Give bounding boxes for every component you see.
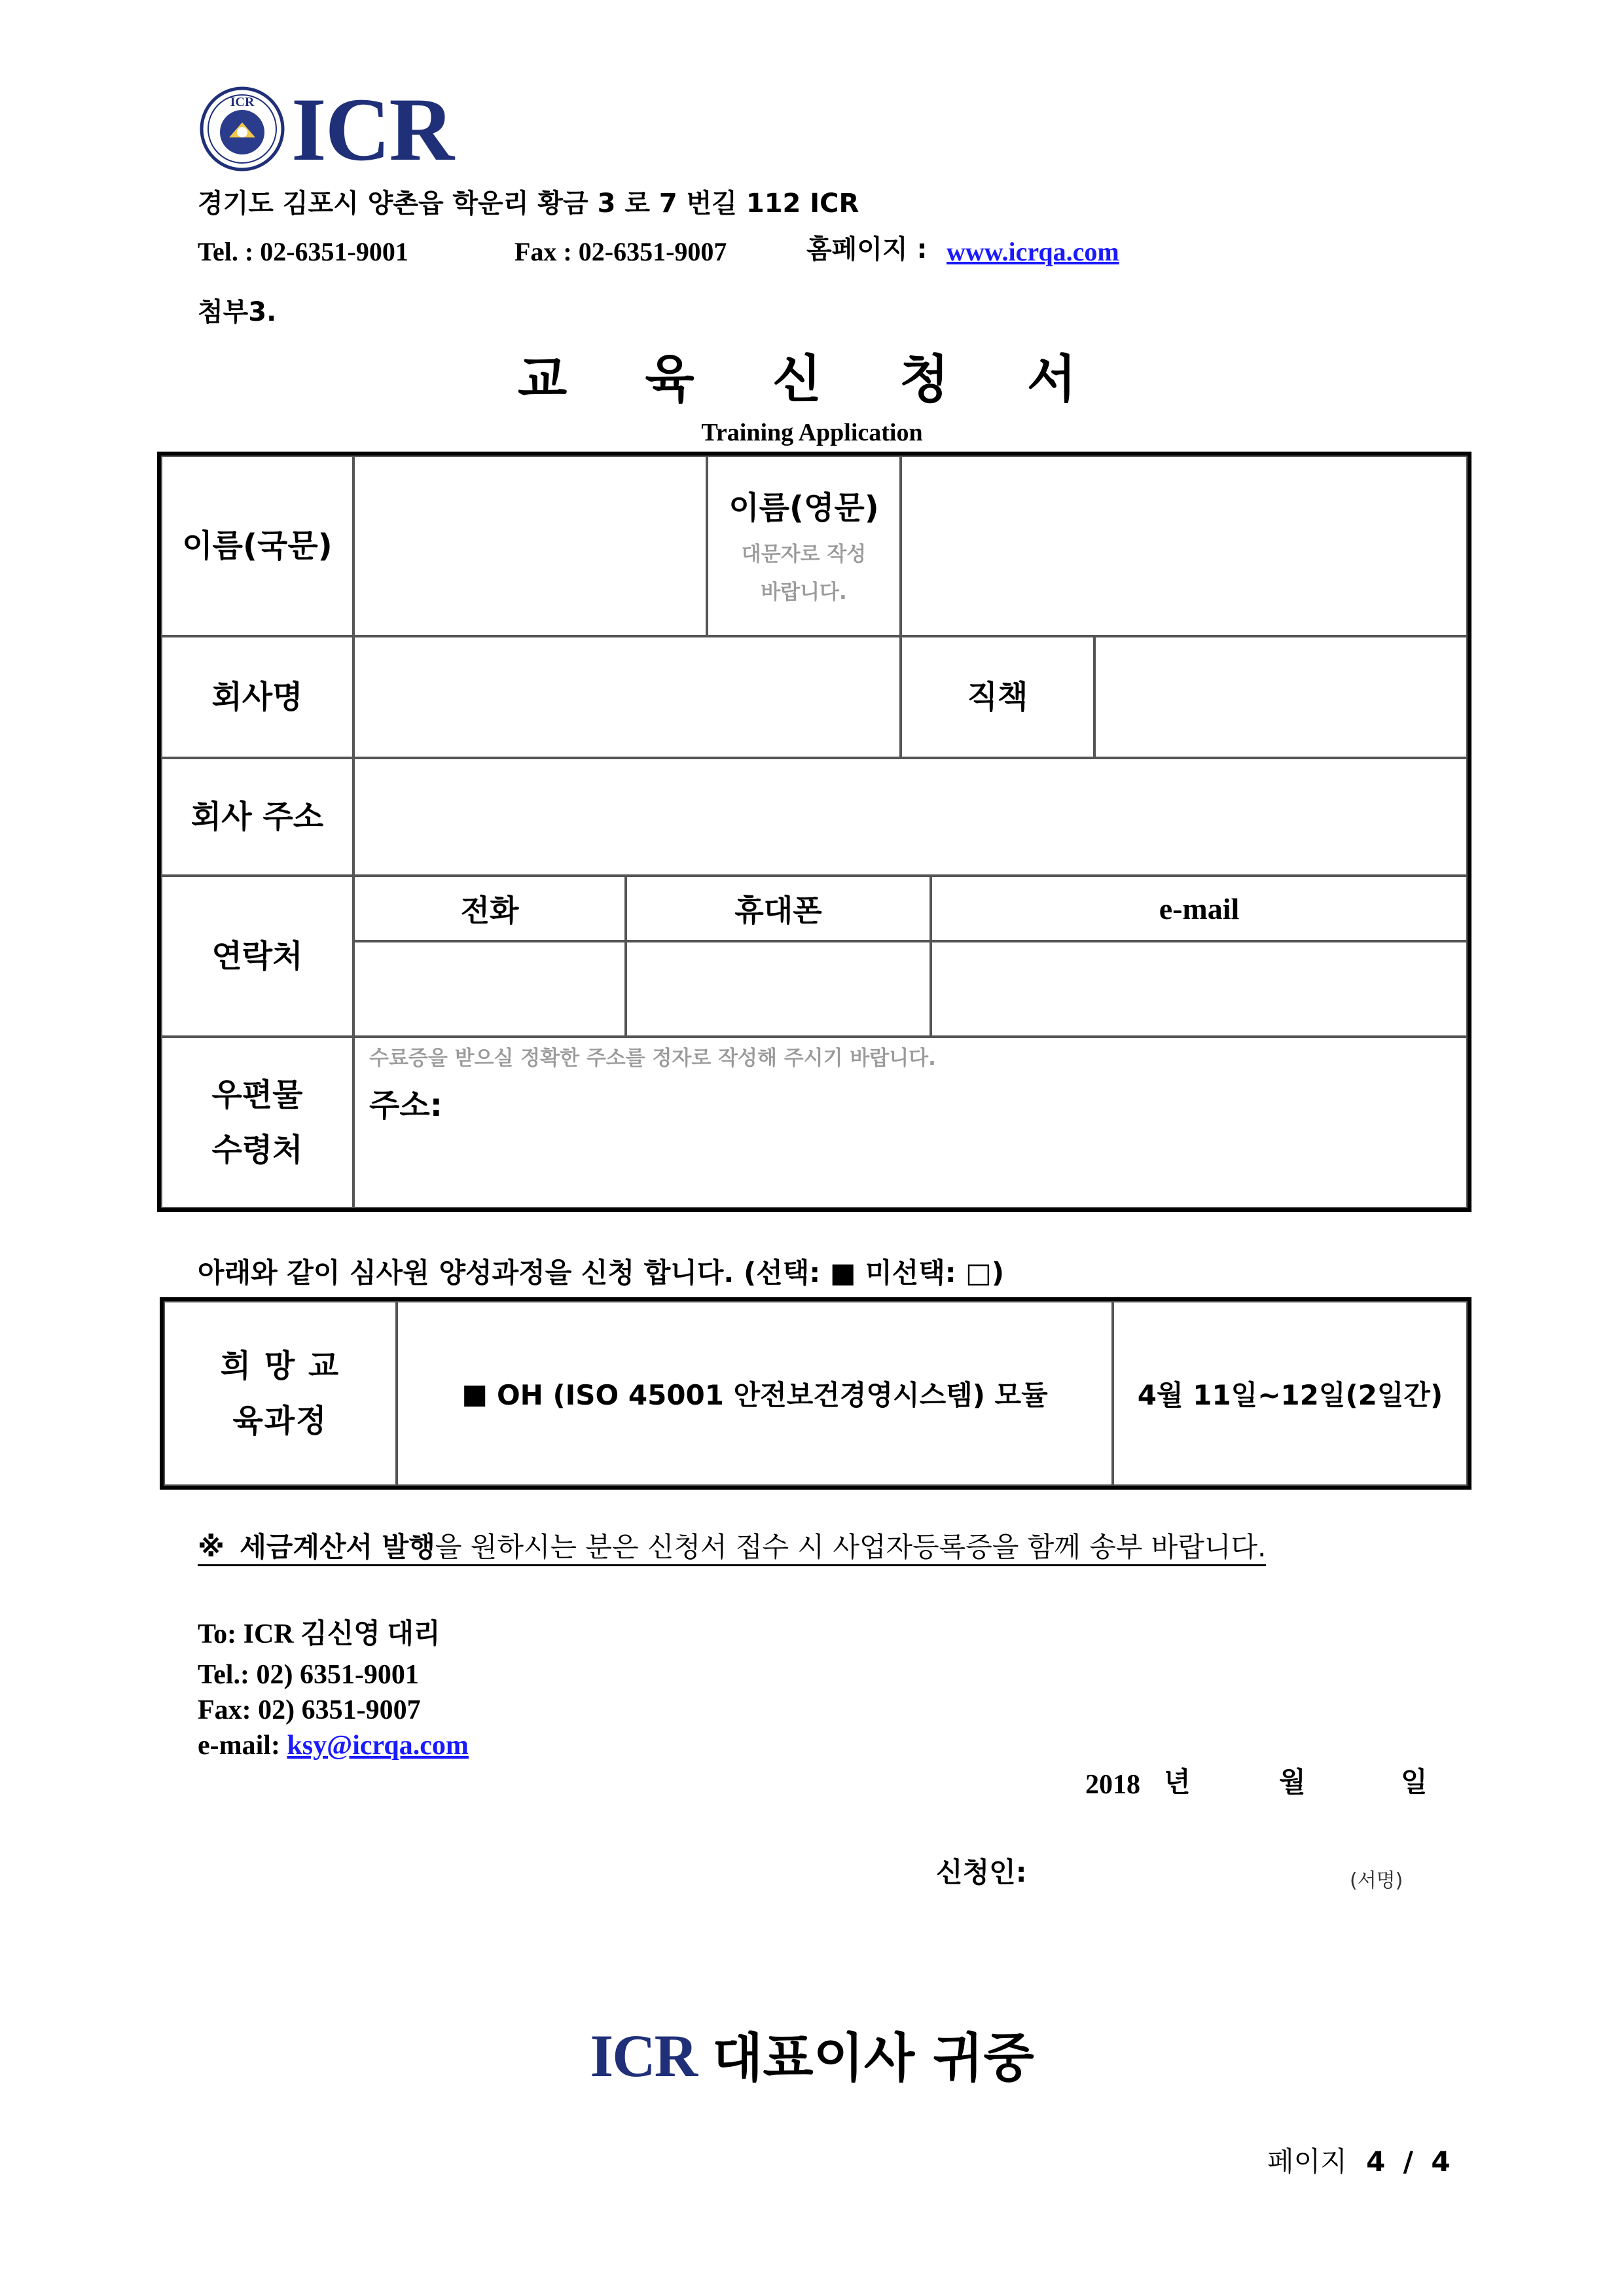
name-en-label: 이름(영문): [729, 490, 879, 526]
email-field[interactable]: [931, 941, 1468, 1037]
seal-text: ICR: [230, 95, 255, 109]
position-label: 직책: [901, 636, 1094, 758]
company-address-field[interactable]: [353, 758, 1468, 876]
desired-course-label: [164, 1301, 397, 1486]
date-year: 2018: [1085, 1770, 1140, 1800]
mail-recipient-label: [161, 1037, 353, 1208]
course-checkbox[interactable]: ■: [461, 1377, 488, 1410]
mail-recipient-text: 우편물 수령처: [211, 1077, 303, 1168]
to-email-line: [198, 1728, 469, 1763]
course-name: OH (ISO 45001 안전보건경영시스템) 모듈: [496, 1379, 1048, 1411]
name-kr-field[interactable]: [353, 456, 707, 636]
homepage-label: 홈페이지 :: [806, 234, 928, 264]
to-recipient: To: ICR 김신영 대리: [198, 1619, 441, 1649]
to-email-link[interactable]: ksy@icrqa.com: [287, 1731, 469, 1761]
name-en-field[interactable]: [901, 456, 1468, 636]
name-en-hint: 대문자로 작성 바랍니다.: [741, 543, 867, 604]
page-label: 페이지: [1267, 2145, 1347, 2178]
attachment-label: 첨부3.: [198, 297, 277, 327]
contact-label: 연락처: [161, 876, 353, 1037]
tax-note-bold: 세금계산서 발행: [240, 1531, 435, 1563]
addressee-line: [0, 2016, 1624, 2091]
company-address-label: 회사 주소: [161, 758, 353, 876]
company-field[interactable]: [353, 636, 901, 758]
to-email-label: e-mail:: [198, 1731, 280, 1761]
course-table-grid: [164, 1301, 1468, 1486]
page-total: 4: [1431, 2145, 1451, 2178]
company-label: 회사명: [161, 636, 353, 758]
email-label: e-mail: [931, 876, 1468, 941]
date-day-unit: 일: [1401, 1766, 1428, 1798]
applicant-label: 신청인:: [936, 1856, 1027, 1888]
mail-address-field[interactable]: [353, 1037, 1468, 1208]
header-tel: Tel. : 02-6351-9001: [198, 237, 408, 266]
date-year-unit: 년: [1164, 1766, 1191, 1798]
footer-text: 대표이사 귀중: [712, 2028, 1034, 2089]
mail-address-label: 주소:: [369, 1087, 442, 1124]
course-date: 4월 11일~12일(2일간): [1113, 1301, 1468, 1486]
homepage-link[interactable]: www.icrqa.com: [947, 237, 1119, 266]
footer-logo: ICR: [590, 2022, 697, 2089]
company-address: 경기도 김포시 양촌읍 학운리 황금 3 로 7 번길 112 ICR: [198, 188, 859, 219]
mail-hint: 수료증을 받으실 정확한 주소를 정자로 작성해 주시기 바랍니다.: [369, 1047, 936, 1070]
tax-note-rest: 을 원하시는 분은 신청서 접수 시 사업자등록증을 함께 송부 바랍니다.: [435, 1531, 1267, 1563]
name-kr-label: 이름(국문): [161, 456, 353, 636]
page-number: [1267, 2140, 1451, 2179]
company-logo: [200, 79, 475, 179]
page-sep: /: [1403, 2145, 1414, 2178]
phone-label: 전화: [353, 876, 626, 941]
application-form-grid: [161, 456, 1468, 1208]
course-option[interactable]: [397, 1301, 1113, 1486]
note-mark: ※: [198, 1531, 225, 1563]
to-fax: Fax: 02) 6351-9007: [198, 1695, 421, 1725]
phone-field[interactable]: [353, 941, 626, 1037]
desired-course-text: 희 망 교육과정: [220, 1348, 340, 1439]
page-subtitle: Training Application: [701, 419, 923, 446]
tax-invoice-note: [198, 1530, 1266, 1566]
signature-hint: (서명): [1350, 1869, 1403, 1892]
date-month-unit: 월: [1279, 1766, 1306, 1798]
header-fax: Fax : 02-6351-9007: [514, 237, 727, 266]
mobile-field[interactable]: [626, 941, 931, 1037]
homepage-link-wrap: [947, 236, 1119, 268]
position-field[interactable]: [1094, 636, 1468, 758]
to-tel: Tel.: 02) 6351-9001: [198, 1660, 419, 1690]
name-en-label-cell: [707, 456, 901, 636]
logo-text: ICR: [291, 79, 454, 179]
page-title: 교 육 신 청 서: [517, 350, 1107, 409]
course-selection-note: 아래와 같이 심사원 양성과정을 신청 합니다. (선택: ■ 미선택: □): [198, 1257, 1005, 1289]
page-current: 4: [1366, 2145, 1386, 2178]
seal-icon: [200, 86, 285, 171]
mobile-label: 휴대폰: [626, 876, 931, 941]
